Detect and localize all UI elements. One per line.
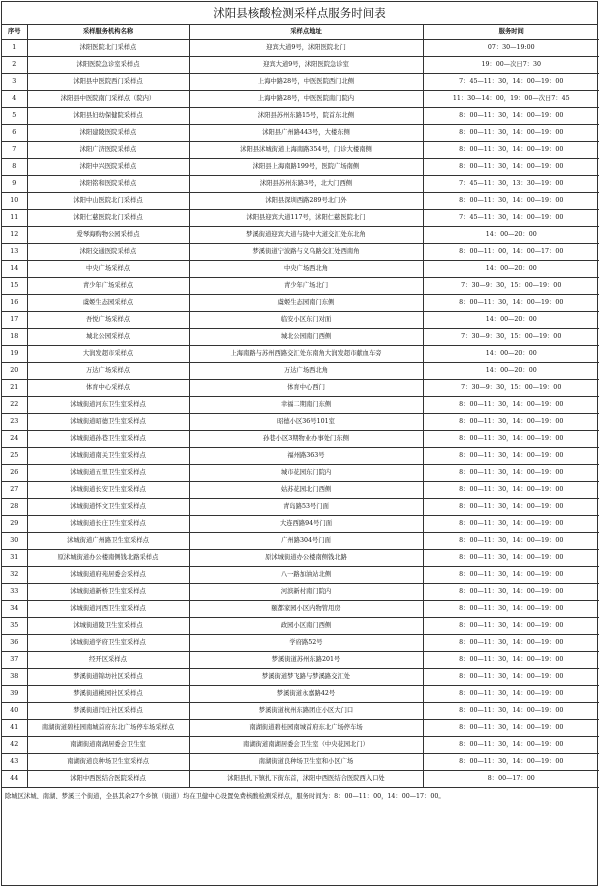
cell-no: 3 (2, 74, 27, 91)
cell-no: 43 (2, 754, 27, 771)
table-row (2, 176, 599, 193)
cell-site-name: 中央广场采样点 (27, 261, 189, 278)
table-row (2, 312, 599, 329)
table-body (2, 40, 599, 788)
cell-service-time: 8：00—11：30，14：00—19：00 (423, 584, 599, 601)
cell-service-time: 19：00—次日7：30 (423, 57, 599, 74)
cell-site-name: 沭阳建陵医院采样点 (27, 125, 189, 142)
cell-no: 17 (2, 312, 27, 329)
table-row (2, 91, 599, 108)
cell-service-time: 8：00—11：30，14：00—19：00 (423, 142, 599, 159)
table-row (2, 550, 599, 567)
cell-service-time: 8：00—11：30，14：00—19：00 (423, 635, 599, 652)
cell-address: 河滨新村南门院内 (189, 584, 423, 601)
cell-no: 27 (2, 482, 27, 499)
cell-no: 11 (2, 210, 27, 227)
cell-address: 南湖街道南湖居委会卫生室（中央花园北门） (189, 737, 423, 754)
table-row (2, 346, 599, 363)
table-row (2, 703, 599, 720)
table-row (2, 125, 599, 142)
cell-service-time: 8：00—11：30，14：00—19：00 (423, 193, 599, 210)
cell-no: 10 (2, 193, 27, 210)
cell-address: 中央广场西北角 (189, 261, 423, 278)
cell-address: 沭阳县沭城街道上海南路354号，门诊大楼南侧 (189, 142, 423, 159)
cell-site-name: 沭城街道孙巷卫生室采样点 (27, 431, 189, 448)
cell-no: 12 (2, 227, 27, 244)
table-row (2, 465, 599, 482)
cell-no: 23 (2, 414, 27, 431)
cell-no: 13 (2, 244, 27, 261)
table-row (2, 108, 599, 125)
cell-service-time: 14：00—20：00 (423, 312, 599, 329)
cell-service-time: 14：00—20：00 (423, 227, 599, 244)
cell-address: 梦溪街道迎宾大道与陇中大道交汇处东北角 (189, 227, 423, 244)
cell-address: 青少年广场北门 (189, 278, 423, 295)
table-row (2, 363, 599, 380)
cell-service-time: 7：45—11：30，14：00—19：00 (423, 210, 599, 227)
cell-service-time: 8：00—17：00 (423, 771, 599, 788)
cell-site-name: 沭阳仁慈医院北门采样点 (27, 210, 189, 227)
cell-address: 迎宾大道9号，沭阳医院急诊室 (189, 57, 423, 74)
cell-no: 26 (2, 465, 27, 482)
cell-address: 昭德小区36号101室 (189, 414, 423, 431)
cell-address: 城市花园东门院内 (189, 465, 423, 482)
sampling-sites-table (2, 25, 599, 788)
cell-service-time: 8：00—11：30，14：00—19：00 (423, 414, 599, 431)
cell-service-time: 8：00—11：30，14：00—19：00 (423, 499, 599, 516)
cell-site-name: 沭城街道五里卫生室采样点 (27, 465, 189, 482)
cell-site-name: 沭阳县中医院南门采样点（院内） (27, 91, 189, 108)
table-row (2, 635, 599, 652)
cell-site-name: 沭阳县中医院西门采样点 (27, 74, 189, 91)
cell-address: 沭阳县广州路443号，大楼东侧 (189, 125, 423, 142)
header-time: 服务时间 (423, 25, 599, 40)
cell-site-name: 沭城街道广州路卫生室采样点 (27, 533, 189, 550)
schedule-sheet (1, 1, 598, 886)
table-row (2, 380, 599, 397)
cell-service-time: 8：00—11：30，14：00—19：00 (423, 159, 599, 176)
cell-site-name: 城北公园采样点 (27, 329, 189, 346)
cell-site-name: 梦溪街道闫庄社区采样点 (27, 703, 189, 720)
cell-no: 42 (2, 737, 27, 754)
cell-site-name: 沭阳交通医院采样点 (27, 244, 189, 261)
cell-no: 19 (2, 346, 27, 363)
cell-no: 2 (2, 57, 27, 74)
cell-no: 40 (2, 703, 27, 720)
table-row (2, 278, 599, 295)
cell-no: 25 (2, 448, 27, 465)
cell-address: 原沭城街道办公楼南侧钱北路 (189, 550, 423, 567)
table-row (2, 397, 599, 414)
table-row (2, 720, 599, 737)
table-row (2, 584, 599, 601)
cell-no: 37 (2, 652, 27, 669)
cell-address: 梦溪街道宁波路与义乌路交汇处西南角 (189, 244, 423, 261)
cell-site-name: 南湖街道良种场卫生室采样点 (27, 754, 189, 771)
cell-site-name: 沭阳医院急诊室采样点 (27, 57, 189, 74)
cell-no: 4 (2, 91, 27, 108)
cell-site-name: 青少年广场采样点 (27, 278, 189, 295)
cell-no: 21 (2, 380, 27, 397)
cell-address: 沭阳县上海南路199号，医院广场南侧 (189, 159, 423, 176)
table-row (2, 533, 599, 550)
cell-service-time: 8：00—11：30，14：00—19：00 (423, 295, 599, 312)
cell-service-time: 8：00—11：30，14：00—19：00 (423, 108, 599, 125)
cell-site-name: 万达广场采样点 (27, 363, 189, 380)
cell-service-time: 14：00—20：00 (423, 261, 599, 278)
cell-site-name: 沭阳县妇幼保健院采样点 (27, 108, 189, 125)
cell-service-time: 7：45—11：30，13：30—19：00 (423, 176, 599, 193)
table-row (2, 193, 599, 210)
cell-address: 颐都家园小区内物管用房 (189, 601, 423, 618)
cell-address: 姑苏花园北门西侧 (189, 482, 423, 499)
cell-site-name: 沭城街道府苑居委会采样点 (27, 567, 189, 584)
cell-site-name: 沭城街道昭德卫生室采样点 (27, 414, 189, 431)
table-row (2, 57, 599, 74)
cell-address: 万达广场西北角 (189, 363, 423, 380)
cell-site-name: 沭城街道长安卫生室采样点 (27, 482, 189, 499)
table-row (2, 516, 599, 533)
cell-no: 28 (2, 499, 27, 516)
cell-site-name: 南湖街道碧桂园南城首府东北广场停车场采样点 (27, 720, 189, 737)
cell-site-name: 沭阳中兴医院采样点 (27, 159, 189, 176)
cell-service-time: 11：30—14：00，19：00—次日7：45 (423, 91, 599, 108)
table-row (2, 244, 599, 261)
table-row (2, 567, 599, 584)
table-row (2, 652, 599, 669)
cell-site-name: 沭阳中西医结合医院采样点 (27, 771, 189, 788)
cell-site-name: 沭阳医院北门采样点 (27, 40, 189, 57)
cell-site-name: 沭城街道怀文卫生室采样点 (27, 499, 189, 516)
cell-site-name: 南湖街道南湖居委会卫生室 (27, 737, 189, 754)
cell-service-time: 8：00—11：30，14：00—19：00 (423, 669, 599, 686)
cell-address: 梦溪街道杭州东路团庄小区大门口 (189, 703, 423, 720)
cell-address: 广州路304号门面 (189, 533, 423, 550)
cell-address: 学府路52号 (189, 635, 423, 652)
cell-no: 34 (2, 601, 27, 618)
cell-site-name: 沭城街道南关卫生室采样点 (27, 448, 189, 465)
table-row (2, 618, 599, 635)
cell-address: 梦溪街道苏州东路201号 (189, 652, 423, 669)
cell-service-time: 8：00—11：30，14：00—19：00 (423, 567, 599, 584)
table-row (2, 295, 599, 312)
cell-service-time: 8：00—11：30，14：00—19：00 (423, 516, 599, 533)
cell-no: 14 (2, 261, 27, 278)
cell-address: 孙巷小区3期物业办事处门东侧 (189, 431, 423, 448)
cell-service-time: 14：00—20：00 (423, 363, 599, 380)
table-row (2, 448, 599, 465)
cell-site-name: 体育中心采样点 (27, 380, 189, 397)
table-header-row (2, 25, 599, 40)
cell-no: 5 (2, 108, 27, 125)
cell-no: 8 (2, 159, 27, 176)
cell-address: 沭阳县苏州东路3号，北大门西侧 (189, 176, 423, 193)
table-row (2, 261, 599, 278)
cell-address: 虞姬生态园南门东侧 (189, 295, 423, 312)
table-row (2, 40, 599, 57)
cell-no: 16 (2, 295, 27, 312)
cell-site-name: 沭城街道河西卫生室采样点 (27, 601, 189, 618)
table-row (2, 771, 599, 788)
cell-site-name: 大润发超市采样点 (27, 346, 189, 363)
cell-site-name: 沭城街道河东卫生室采样点 (27, 397, 189, 414)
cell-service-time: 8：00—11：30，14：00—19：00 (423, 652, 599, 669)
cell-address: 迎宾大道9号，沭阳医院北门 (189, 40, 423, 57)
cell-no: 39 (2, 686, 27, 703)
cell-service-time: 8：00—11：30，14：00—19：00 (423, 686, 599, 703)
cell-address: 政园小区南门西侧 (189, 618, 423, 635)
cell-site-name: 沭阳中山医院北门采样点 (27, 193, 189, 210)
table-row (2, 482, 599, 499)
table-row (2, 601, 599, 618)
cell-no: 44 (2, 771, 27, 788)
cell-service-time: 07：30—19:00 (423, 40, 599, 57)
cell-site-name: 沭阳铭和医院采样点 (27, 176, 189, 193)
table-row (2, 669, 599, 686)
cell-service-time: 8：00—11：30，14：00—19：00 (423, 550, 599, 567)
cell-address: 沭阳县迎宾大道117号，沭阳仁慈医院北门 (189, 210, 423, 227)
cell-site-name: 沭城街道陵卫生室采样点 (27, 618, 189, 635)
cell-no: 31 (2, 550, 27, 567)
cell-site-name: 梦溪街道锦坊社区采样点 (27, 669, 189, 686)
cell-service-time: 8：00—11：30，14：00—19：00 (423, 431, 599, 448)
cell-address: 八一路加油站北侧 (189, 567, 423, 584)
cell-service-time: 7：30—9：30，15：00—19：00 (423, 380, 599, 397)
cell-service-time: 14：00—20：00 (423, 346, 599, 363)
table-row (2, 686, 599, 703)
cell-address: 南湖街道碧桂园南城首府东北广场停车场 (189, 720, 423, 737)
cell-site-name: 沭城街道学府卫生室采样点 (27, 635, 189, 652)
cell-service-time: 8：00—11：30，14：00—19：00 (423, 703, 599, 720)
table-row (2, 499, 599, 516)
cell-address: 上海南路与苏州西路交汇处东南角大润发超市献血车旁 (189, 346, 423, 363)
cell-no: 15 (2, 278, 27, 295)
cell-no: 38 (2, 669, 27, 686)
cell-no: 32 (2, 567, 27, 584)
cell-site-name: 虞姬生态园采样点 (27, 295, 189, 312)
cell-address: 上海中路28号，中医医院西门北侧 (189, 74, 423, 91)
cell-no: 18 (2, 329, 27, 346)
cell-service-time: 8：00—11：30，14：00—19：00 (423, 720, 599, 737)
table-row (2, 414, 599, 431)
cell-service-time: 7：45—11：30，14：00—19：00 (423, 74, 599, 91)
cell-site-name: 梦溪街道桃园社区采样点 (27, 686, 189, 703)
cell-service-time: 8：00—11：30，14：00—19：00 (423, 397, 599, 414)
cell-address: 福州路363号 (189, 448, 423, 465)
table-row (2, 227, 599, 244)
cell-address: 体育中心西门 (189, 380, 423, 397)
cell-service-time: 8：00—11：30，14：00—19：00 (423, 618, 599, 635)
table-row (2, 329, 599, 346)
cell-site-name: 原沭城街道办公楼南侧钱北路采样点 (27, 550, 189, 567)
cell-address: 幸福二期南门东侧 (189, 397, 423, 414)
cell-address: 大连西路94号门面 (189, 516, 423, 533)
cell-address: 青岛路53号门面 (189, 499, 423, 516)
cell-no: 24 (2, 431, 27, 448)
cell-no: 36 (2, 635, 27, 652)
table-row (2, 431, 599, 448)
cell-service-time: 8：00—11：00，14：00—17：00 (423, 244, 599, 261)
cell-address: 沭阳县深圳西路289号北门外 (189, 193, 423, 210)
cell-no: 41 (2, 720, 27, 737)
cell-service-time: 8：00—11：30，14：00—19：00 (423, 737, 599, 754)
table-row (2, 737, 599, 754)
footnote: 除城区沭城、南湖、梦溪三个街道，全县其余27个乡镇（街道）均在卫健中心设置免费核酸检测采样点，服务时间为：8：00—11：00，14：00—17：00。 (5, 793, 445, 800)
cell-address: 城北公园南门西侧 (189, 329, 423, 346)
cell-no: 1 (2, 40, 27, 57)
table-row (2, 142, 599, 159)
cell-service-time: 7：30—9：30，15：00—19：00 (423, 278, 599, 295)
header-address: 采样点地址 (189, 25, 423, 40)
cell-address: 沭阳县扎下镇扎下街东首，沭阳中西医结合医院西入口处 (189, 771, 423, 788)
cell-no: 29 (2, 516, 27, 533)
header-name: 采样服务机构名称 (27, 25, 189, 40)
cell-site-name: 经开区采样点 (27, 652, 189, 669)
cell-address: 梦溪街道永嘉路42号 (189, 686, 423, 703)
table-row (2, 74, 599, 91)
cell-service-time: 8：00—11：30，14：00—19：00 (423, 754, 599, 771)
cell-service-time: 8：00—11：30，14：00—19：00 (423, 533, 599, 550)
cell-site-name: 沭阳广济医院采样点 (27, 142, 189, 159)
header-no: 序号 (2, 25, 27, 40)
cell-no: 22 (2, 397, 27, 414)
cell-no: 7 (2, 142, 27, 159)
cell-no: 35 (2, 618, 27, 635)
cell-no: 6 (2, 125, 27, 142)
cell-site-name: 沭城街道长庄卫生室采样点 (27, 516, 189, 533)
cell-no: 33 (2, 584, 27, 601)
cell-service-time: 8：00—11：30，14：00—19：00 (423, 448, 599, 465)
cell-service-time: 8：00—11：30，14：00—19：00 (423, 465, 599, 482)
cell-service-time: 7：30—9：30，15：00—19：00 (423, 329, 599, 346)
cell-service-time: 8：00—11：30，14：00—19：00 (423, 601, 599, 618)
cell-no: 20 (2, 363, 27, 380)
cell-address: 临安小区东门对面 (189, 312, 423, 329)
page-title: 沭阳县核酸检测采样点服务时间表 (2, 2, 597, 25)
table-row (2, 210, 599, 227)
table-row (2, 754, 599, 771)
cell-service-time: 8：00—11：30，14：00—19：00 (423, 482, 599, 499)
cell-no: 30 (2, 533, 27, 550)
cell-site-name: 吾悦广场采样点 (27, 312, 189, 329)
cell-address: 梦溪街道梦飞路与梦溪路交汇处 (189, 669, 423, 686)
cell-address: 南湖街道良种场卫生室和小区广场 (189, 754, 423, 771)
cell-service-time: 8：00—11：30，14：00—19：00 (423, 125, 599, 142)
cell-address: 上海中路28号，中医医院南门院内 (189, 91, 423, 108)
cell-site-name: 沭城街道新桥卫生室采样点 (27, 584, 189, 601)
table-row (2, 159, 599, 176)
cell-address: 沭阳县苏州东路15号，院首东北侧 (189, 108, 423, 125)
cell-no: 9 (2, 176, 27, 193)
cell-site-name: 爱琴海购物公园采样点 (27, 227, 189, 244)
